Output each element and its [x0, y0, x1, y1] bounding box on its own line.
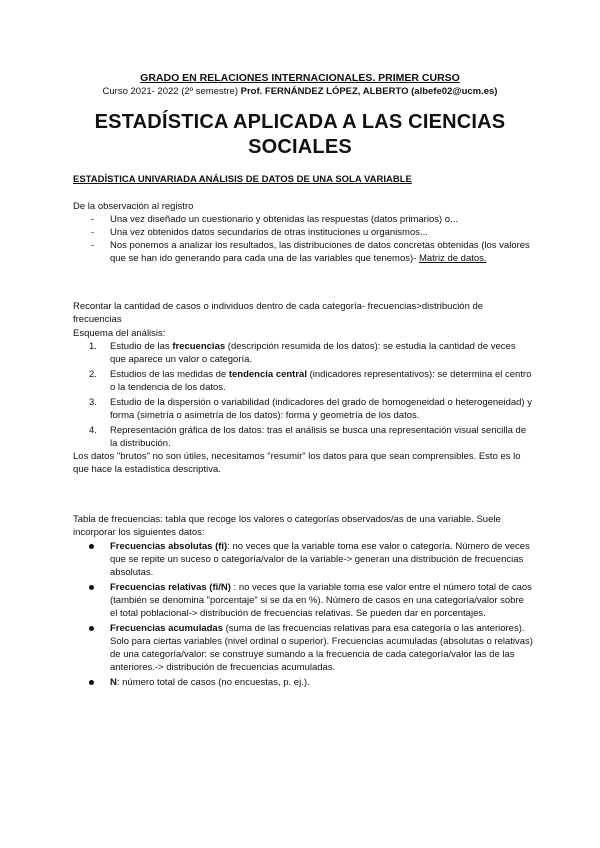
item-text: (descripción resumida de los datos): se estudia la cantidad de veces que aparece un valor o categoría.	[110, 341, 516, 365]
item-number: 3.	[89, 397, 97, 408]
item-text: Estudio de las	[110, 341, 173, 352]
program-heading: GRADO EN RELACIONES INTERNACIONALES. PRIMER CURSO	[140, 72, 460, 84]
list-item	[73, 581, 533, 620]
list-item: - Una vez obtenidos datos secundarios de otras instituciones u organismos...	[73, 226, 533, 239]
list-item	[73, 239, 533, 265]
item-text: : número total de casos (no encuestas, p. ej.).	[116, 677, 310, 688]
course-info: Curso 2021- 2022 (2º semestre)	[102, 86, 238, 97]
item-text: (indicadores representativos): se determina el centro o la tendencia de los datos.	[110, 369, 532, 393]
registro-block	[73, 200, 533, 265]
page-title: ESTADÍSTICA APLICADA A LAS CIENCIAS SOCIALES	[94, 111, 506, 158]
bullet-icon	[89, 544, 94, 549]
esquema-intro: Esquema del análisis:	[73, 328, 166, 339]
tabla-list	[73, 540, 533, 689]
item-text: : no veces que la variable toma ese valor o categoría. Número de veces que se repite un suceso o categoría/valor de la variable-> generan una distribución de frecuencias absolutas.	[110, 541, 530, 578]
bullet-icon	[89, 680, 94, 685]
professor-info: Prof. FERNÁNDEZ LÓPEZ, ALBERTO (albefe02@ucm.es)	[240, 86, 498, 97]
item-bold: Frecuencias absolutas (fi)	[110, 541, 228, 552]
list-item	[73, 676, 533, 689]
list-item	[73, 424, 533, 450]
matrix-link: Matriz de datos.	[418, 253, 487, 264]
course-line	[0, 86, 600, 97]
list-item	[73, 368, 533, 394]
item-number: 4.	[89, 425, 97, 436]
item-bold: Frecuencias relativas (fi/N)	[110, 582, 231, 593]
list-item	[73, 540, 533, 579]
tabla-block	[73, 513, 533, 689]
registro-intro: De la observación al registro	[73, 201, 194, 212]
recontar-paragraph: Recontar la cantidad de casos o individuos dentro de cada categoría- frecuencias>distribución de frecuencias	[73, 301, 484, 325]
list-item	[73, 396, 533, 422]
item-number: 1.	[89, 341, 97, 352]
item-bold: tendencia central	[228, 369, 307, 380]
item-text: : no veces que la variable toma ese valor entre el número total de caos (también se denomina "porcentaje" si se da en %). Número de casos en una categoría/valor sobre el total poblacional-> distribución de frecuencias relativas. Se pueden dar en porcentajes.	[110, 582, 532, 619]
list-item	[73, 340, 533, 366]
esquema-closing: Los datos "brutos" no son útiles, necesitamos "resumir" los datos para que sean comprensibles. Esto es lo que hace la estadística descriptiva.	[73, 451, 521, 475]
section-title: ESTADÍSTICA UNIVARIADA ANÁLISIS DE DATOS DE UNA SOLA VARIABLE	[73, 174, 412, 185]
list-item	[73, 622, 533, 674]
bullet-icon	[89, 585, 94, 590]
esquema-block	[73, 327, 533, 476]
item-bold: frecuencias	[172, 341, 226, 352]
list-item: - Una vez diseñado un cuestionario y obtenidas las respuestas (datos primarios) o...	[73, 213, 533, 226]
esquema-list	[73, 340, 533, 450]
registro-item-text: Nos ponemos a analizar los resultados, las distribuciones de datos concretas obtenidas (los valores que se han ido generando para cada una de las variables que tenemos)-	[110, 240, 530, 264]
item-text: Estudio de la dispersión o variabilidad (indicadores del grado de homogeneidad o heterogeneidad) y forma (simetría o asimetría de los datos): forma y geometría de los datos.	[110, 397, 532, 421]
item-text: Representación gráfica de los datos: tras el análisis se busca una representación visual sencilla de la distribución.	[110, 425, 527, 449]
item-text: (suma de las frecuencias relativas para esa categoría o las anteriores). Solo para ciertas variables (nivel ordinal o superior). Frecuencias acumuladas (absolutas o relativas) de una categoría/valor: se construye sumando a la frecuencia de cada categoría/valor las de las anteriores.-> distribución de frecuencias acumuladas.	[110, 623, 533, 673]
item-text: Estudios de las medidas de	[110, 369, 229, 380]
tabla-intro: Tabla de frecuencias: tabla que recoge los valores o categorías observados/as de una variable. Suele incorporar los siguientes datos:	[73, 514, 501, 538]
item-bold: N	[110, 677, 117, 688]
item-number: 2.	[89, 369, 97, 380]
item-bold: Frecuencias acumuladas	[110, 623, 223, 634]
bullet-icon	[89, 626, 94, 631]
